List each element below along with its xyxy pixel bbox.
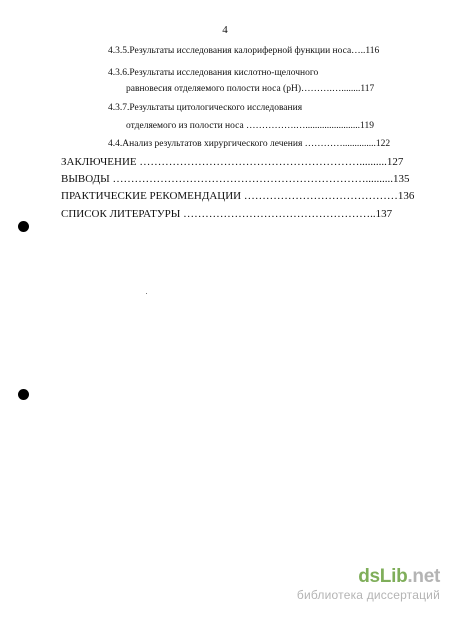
punch-hole-top (18, 221, 29, 232)
page-number: 4 (222, 24, 228, 36)
toc-entry-4-3-7-continued: отделяемого из полости носа …………….….......................119 (126, 121, 374, 131)
scan-speck (146, 293, 147, 294)
toc-entry-4-4: 4.4.Анализ результатов хирургического лечения …………..............122 (108, 139, 391, 149)
toc-entry-4-3-7: 4.3.7.Результаты цитологического исследования (108, 103, 303, 113)
watermark-logo (297, 566, 440, 588)
toc-entry-findings: ВЫВОДЫ ……………………………………………………………..........135 (61, 173, 410, 185)
toc-entry-conclusion: ЗАКЛЮЧЕНИЕ ……………………………………………………..........127 (61, 156, 404, 168)
watermark (297, 566, 440, 603)
toc-entry-4-3-6: 4.3.6.Результаты исследования кислотно-щелочного (108, 68, 319, 78)
toc-entry-references: СПИСОК ЛИТЕРАТУРЫ ……………………………………………..137 (61, 208, 393, 220)
toc-entry-4-3-5: 4.3.5.Результаты исследования калориферной функции носа…..116 (108, 46, 380, 56)
toc-entry-recommendations: ПРАКТИЧЕСКИЕ РЕКОМЕНДАЦИИ ……………………………………136 (61, 190, 415, 202)
toc-entry-4-3-6-continued: равновесия отделяемого полости носа (pH)……….…........117 (126, 84, 375, 94)
watermark-subtitle: библиотека диссертаций (296, 588, 440, 602)
watermark-brand-main: dsLib (358, 566, 408, 587)
punch-hole-bottom (18, 389, 29, 400)
watermark-brand-tld: .net (407, 566, 440, 587)
